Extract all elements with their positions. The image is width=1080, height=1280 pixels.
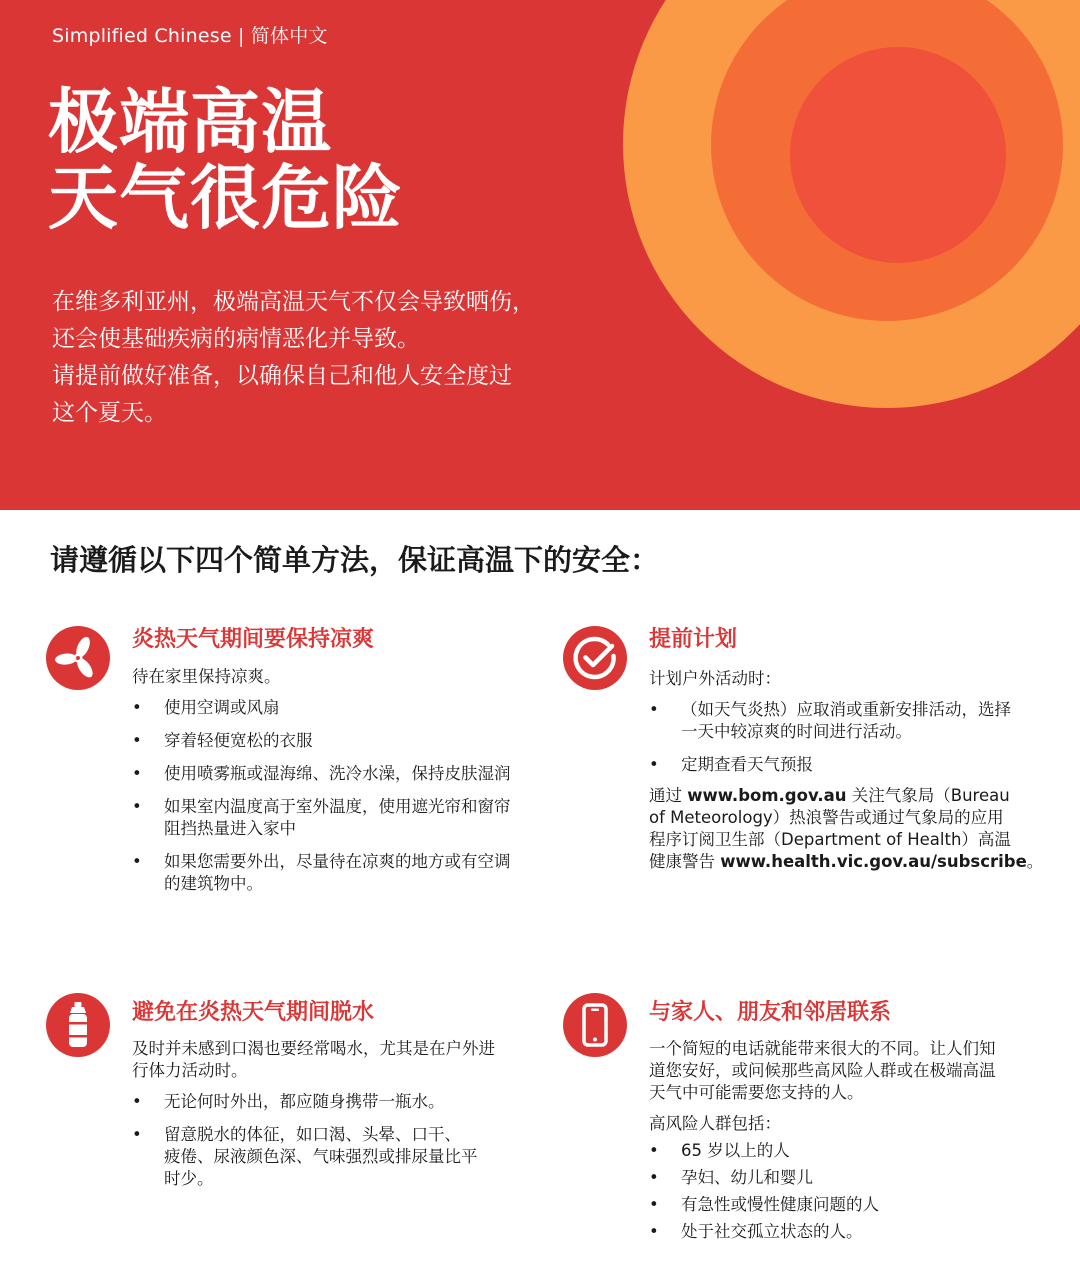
checkmark-icon: [563, 626, 627, 690]
list-item: • 使用喷雾瓶或湿海绵、洗冷水澡，保持皮肤湿润: [132, 763, 511, 785]
list-item: • 有急性或慢性健康问题的人: [649, 1194, 996, 1216]
section-title: 与家人、朋友和邻居联系: [649, 1000, 892, 1025]
section-stay-connected: [563, 993, 1063, 1253]
bullet-list: [649, 1140, 996, 1243]
list-item: • 留意脱水的体征，如口渴、头晕、口干、 疲倦、尿液颜色深、气味强烈或排尿量比平 时少。: [132, 1124, 495, 1190]
list-item: • 无论何时外出，都应随身携带一瓶水。: [132, 1091, 495, 1113]
bullet-list: [132, 1091, 495, 1190]
main-heading: 请遵循以下四个简单方法，保证高温下的安全：: [50, 543, 660, 577]
section-hydration: [46, 993, 546, 1193]
list-item: • 孕妇、幼儿和婴儿: [649, 1167, 996, 1189]
list-item: • 使用空调或风扇: [132, 697, 511, 719]
section-sub-intro: 高风险人群包括：: [649, 1114, 781, 1133]
section-title: 提前计划: [649, 627, 738, 652]
section-intro: 一个简短的电话就能带来很大的不同。让人们知 道您安好，或问候那些高风险人群或在极端高温 天气中可能需要您支持的人。: [649, 1039, 996, 1102]
list-item: • （如天气炎热）应取消或重新安排活动，选择 一天中较凉爽的时间进行活动。: [649, 699, 1043, 743]
bullet-list: [649, 699, 1043, 776]
list-item: • 处于社交孤立状态的人。: [649, 1221, 996, 1243]
language-label: Simplified Chinese | 简体中文: [52, 25, 328, 47]
section-plan-ahead: [563, 626, 1063, 886]
section-intro: 待在家里保持凉爽。: [132, 667, 281, 686]
page-title-line: 天气很危险: [48, 157, 403, 239]
intro-paragraph: [52, 284, 535, 432]
fan-icon: [46, 626, 110, 690]
list-item: • 如果室内温度高于室外温度，使用遮光帘和窗帘 阻挡热量进入家中: [132, 796, 511, 840]
water-bottle-icon: [46, 993, 110, 1057]
section-intro: 计划户外活动时：: [649, 669, 781, 688]
section-body: [132, 666, 511, 906]
bullet-list: [132, 697, 511, 895]
intro-line: 这个夏天。: [52, 400, 167, 426]
section-intro: 及时并未感到口渴也要经常喝水，尤其是在户外进 行体力活动时。: [132, 1039, 495, 1080]
health-subscribe-link[interactable]: www.health.vic.gov.au/subscribe: [720, 852, 1027, 871]
intro-line: 还会使基础疾病的病情恶化并导致。: [52, 326, 420, 352]
sun-graphic-inner-circle: [790, 47, 1006, 263]
list-item: • 定期查看天气预报: [649, 754, 1043, 776]
header-banner: [0, 0, 1080, 510]
mobile-phone-icon: [563, 993, 627, 1057]
page-title-line: 极端高温: [48, 81, 332, 163]
subscription-note: 通过 www.bom.gov.au 关注气象局（Bureau of Meteorology）热浪警告或通过气象局的应用 程序订阅卫生部（Department of Health）高温 健康警告 www.health.vic.gov.au/subscribe。: [649, 786, 1044, 871]
intro-line: 在维多利亚州，极端高温天气不仅会导致晒伤，: [52, 289, 535, 315]
section-title: 避免在炎热天气期间脱水: [132, 1000, 375, 1025]
intro-line: 请提前做好准备，以确保自己和他人安全度过: [52, 363, 512, 389]
page-title: [48, 81, 403, 239]
section-body: [132, 1038, 495, 1201]
section-keep-cool: [46, 626, 526, 926]
section-body: [649, 1038, 996, 1248]
list-item: • 穿着轻便宽松的衣服: [132, 730, 511, 752]
section-body: [649, 668, 1043, 882]
bom-website-link[interactable]: www.bom.gov.au: [687, 786, 847, 805]
list-item: • 如果您需要外出，尽量待在凉爽的地方或有空调 的建筑物中。: [132, 851, 511, 895]
section-title: 炎热天气期间要保持凉爽: [132, 627, 375, 652]
list-item: • 65 岁以上的人: [649, 1140, 996, 1162]
